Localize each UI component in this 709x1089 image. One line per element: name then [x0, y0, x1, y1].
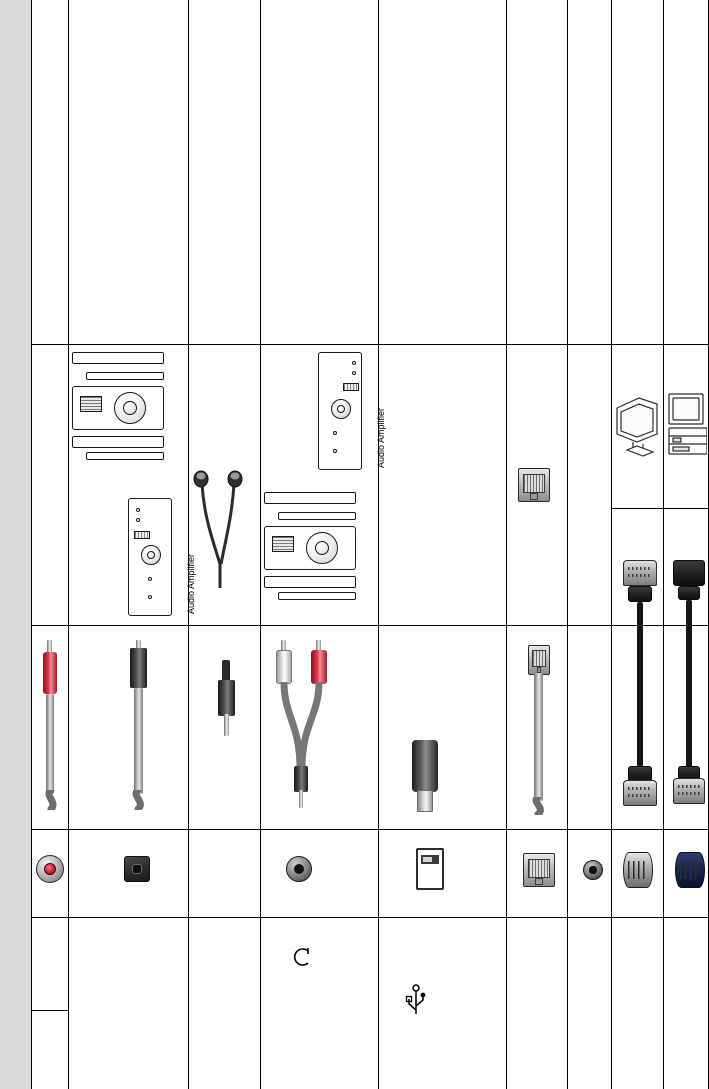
- optical-toslink-cable: [126, 640, 152, 810]
- receiver-grille: [80, 396, 102, 412]
- mini-din-port: [583, 860, 603, 880]
- grid-vline-4: [260, 0, 261, 1089]
- rca-single-barrel: [43, 652, 57, 694]
- receiver-bottom-bar: [72, 436, 164, 448]
- vga-grey-head-top-pins-1: [628, 567, 652, 570]
- receiver2-grille: [272, 536, 294, 552]
- amp2-knob-small: [337, 405, 345, 413]
- amp2-indicator-dot-a: [352, 361, 356, 365]
- vga-black-head-bottom-pins-1: [678, 785, 701, 788]
- headphone-jack-port-hole: [294, 864, 304, 874]
- grid-vline-1: [31, 0, 32, 1089]
- rca-stereo-red-barrel: [311, 650, 327, 684]
- audio-amplifier-label-1: Audio Amplifier: [186, 553, 196, 614]
- rca-single-wave: [42, 790, 60, 810]
- headphone-cable: [214, 660, 240, 810]
- monitor-and-pc-illustration: [613, 390, 707, 462]
- amp2-indicator-dot-b: [352, 371, 356, 375]
- amp1-indicator-dot-d: [148, 595, 152, 599]
- grid-hline-cables-ports: [31, 829, 708, 830]
- receiver-top-bar: [72, 352, 164, 364]
- vga-dsub-port-blue-pins: [680, 861, 701, 879]
- audio-amplifier-vertical-2: [318, 352, 362, 470]
- receiver2-second-bar: [278, 512, 356, 520]
- lan-cable-lead: [534, 673, 543, 801]
- grid-hline-symbols-lower: [31, 1010, 68, 1011]
- grid-vline-6: [506, 0, 507, 1089]
- usb-port-tongue: [423, 857, 432, 862]
- vga-dsub-port-grey-pins: [628, 861, 649, 879]
- vga-black-head-bottom-pins-2: [678, 792, 701, 795]
- vga-black-wire: [686, 600, 692, 768]
- lan-cable-wave: [529, 797, 548, 815]
- rca-stereo-cable: [272, 640, 334, 810]
- receiver2-top-bar: [264, 492, 356, 504]
- grid-vline-2: [68, 0, 69, 1089]
- lan-jack-illustration-tab: [530, 493, 537, 500]
- amp1-grille: [134, 531, 150, 539]
- optical-lead: [134, 688, 143, 794]
- audio-amplifier-vertical-1: [128, 498, 172, 616]
- vga-grey-head-bottom-pins-1: [628, 787, 652, 790]
- amp2-indicator-dot-d: [333, 449, 337, 453]
- grid-vline-7: [567, 0, 568, 1089]
- lan-rj45-port-tab: [535, 878, 542, 885]
- usb-port: [416, 848, 444, 890]
- grid-hline-top-devices: [31, 344, 708, 345]
- rca-stereo-mini-pin: [299, 790, 303, 808]
- receiver-inner-knob: [123, 401, 137, 415]
- amp2-indicator-dot-c: [333, 431, 337, 435]
- grid-hline-devices-cables: [31, 625, 708, 626]
- lan-jack-illustration-slot: [523, 474, 545, 493]
- lan-cable-plug: [528, 645, 550, 675]
- lan-jack-illustration: [518, 468, 550, 502]
- receiver2-bottom-bar-2: [278, 592, 356, 600]
- vga-grey-wire: [637, 602, 643, 768]
- vga-dsub-port-blue: [675, 852, 705, 888]
- optical-plug-body: [130, 648, 147, 688]
- grid-vline-3: [188, 0, 189, 1089]
- lan-rj45-port: [523, 853, 555, 887]
- grid-vline-8: [611, 0, 612, 1089]
- headphone-symbol: [288, 944, 314, 970]
- receiver-bottom-bar-2: [86, 452, 164, 460]
- lan-cable-plug-tab: [537, 667, 542, 673]
- headphone-jack-port: [286, 856, 312, 882]
- receiver-second-bar: [86, 372, 164, 380]
- vga-black-collar-top: [678, 586, 700, 600]
- vga-cable-black: [670, 560, 709, 810]
- usb-flash-drive: [408, 740, 442, 816]
- mini-din-port-hole: [589, 866, 596, 873]
- grid-vline-5: [378, 0, 379, 1089]
- vga-black-head-bottom: [673, 778, 705, 804]
- headphone-plug-pin: [224, 714, 229, 736]
- amp1-indicator-dot-c: [148, 577, 152, 581]
- vga-dsub-port-grey: [623, 852, 653, 888]
- amp1-indicator-dot-b: [136, 518, 140, 522]
- headphone-plug-body: [218, 680, 235, 716]
- vga-black-head-top: [673, 560, 705, 586]
- stereo-receiver-unit-2: [264, 492, 376, 622]
- vga-grey-head-bottom: [623, 780, 657, 806]
- rca-single-lead: [46, 694, 54, 794]
- vga-grey-head-top-pins-2: [628, 574, 652, 577]
- amp2-grille: [343, 383, 359, 391]
- headphone-illustration: [190, 468, 258, 628]
- receiver2-inner-knob: [315, 541, 329, 555]
- audio-amplifier-label-2: Audio Amplifier: [376, 407, 386, 468]
- grid-vline-9: [663, 0, 664, 1089]
- usb-flash-drive-connector: [417, 790, 433, 812]
- vga-cable-grey: [620, 560, 660, 810]
- grid-hline-vga-split: [611, 508, 708, 509]
- usb-symbol: [404, 984, 428, 1018]
- amp1-knob-small: [147, 551, 155, 559]
- usb-flash-drive-body: [412, 740, 438, 792]
- rca-jack-port: [36, 855, 64, 883]
- optical-wave: [129, 790, 148, 810]
- page-margin-strip: [0, 0, 31, 1089]
- vga-grey-head-top: [623, 560, 657, 586]
- optical-digital-audio-port: [124, 856, 150, 882]
- rca-stereo-mini-plug: [294, 766, 308, 792]
- receiver2-bottom-bar: [264, 576, 356, 588]
- rca-single-cable: [38, 640, 62, 810]
- amp1-indicator-dot-a: [136, 508, 140, 512]
- optical-digital-audio-port-hole: [132, 864, 143, 875]
- lan-ethernet-cable: [525, 645, 553, 813]
- lan-rj45-port-slot: [528, 859, 550, 878]
- rca-jack-port-core: [44, 863, 56, 875]
- stereo-receiver-unit: [72, 352, 184, 482]
- vga-grey-head-bottom-pins-2: [628, 794, 652, 797]
- lan-cable-plug-slot: [532, 650, 546, 666]
- vga-grey-collar-top: [628, 586, 652, 602]
- grid-hline-ports-symbols: [31, 917, 708, 918]
- rca-stereo-y-leads: [272, 682, 334, 770]
- rca-stereo-white-barrel: [276, 650, 292, 684]
